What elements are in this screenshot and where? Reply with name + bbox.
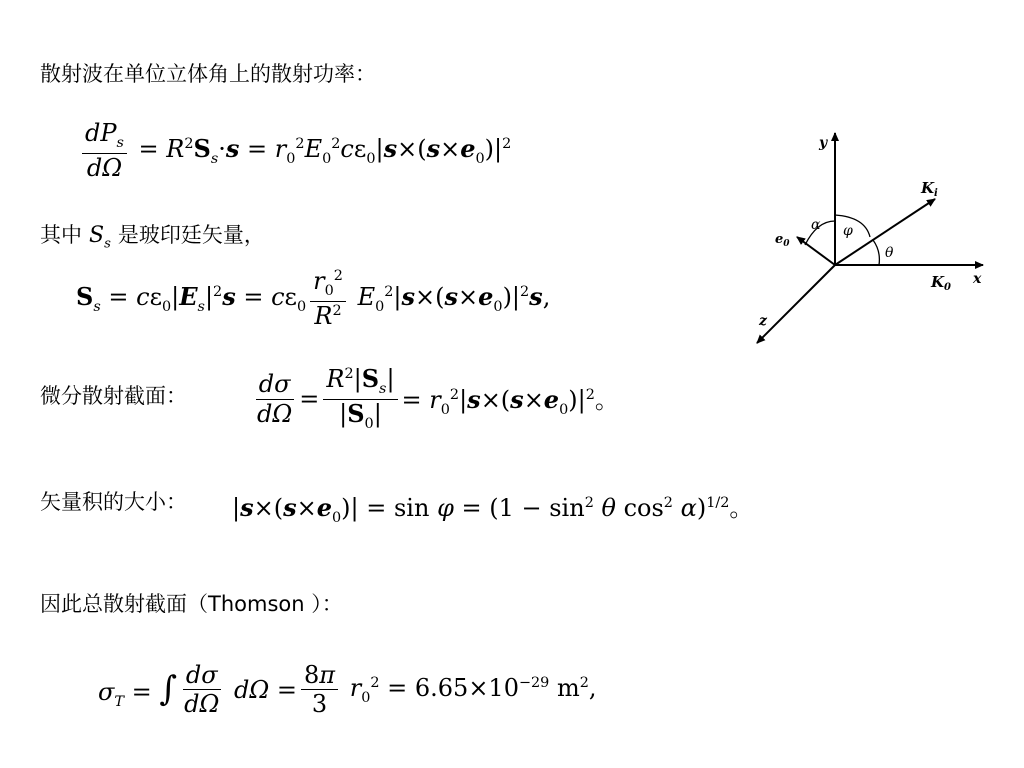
diff-cross-label: 微分散射截面： bbox=[40, 384, 187, 408]
svg-text:e0 bbox=[775, 232, 790, 249]
poynting-sub: s bbox=[104, 236, 111, 252]
intro-text: 散射波在单位立体角上的散射功率： bbox=[40, 62, 376, 86]
axis-y-label: y bbox=[819, 135, 828, 151]
vector-mag-label: 矢量积的大小： bbox=[40, 490, 187, 514]
ki-sub: i bbox=[934, 188, 938, 199]
diff-cross-equation: $\frac{d\sigma}{d\Omega}$ = $\frac{R^2|S_s|}{|S_0|}$ = $r_0^2|s\times(s\times e_0)|^2$。 bbox=[257, 364, 619, 432]
ki-label: K bbox=[921, 179, 935, 197]
poynting-symbol: S bbox=[89, 223, 105, 248]
e0-sub: 0 bbox=[783, 239, 790, 249]
k0-label: K bbox=[931, 273, 945, 291]
poynting-text bbox=[40, 225, 265, 251]
k0-sub: 0 bbox=[944, 282, 952, 293]
svg-text:Ki bbox=[920, 179, 938, 199]
poynting-suffix: 是玻印廷矢量， bbox=[117, 223, 265, 247]
power-equation: $\frac{dP_s}{d\Omega}$ = $R^2S_s\cdot s = r_0^2E_0^2c\varepsilon_0|s\times(s\times e_0)|^2$ bbox=[78, 120, 511, 181]
theta-label: θ bbox=[885, 245, 894, 261]
e0-label: e bbox=[775, 232, 784, 247]
axis-x-label: x bbox=[973, 271, 982, 287]
total-cross-equation: $\sigma_T$ = ∫ $\frac{d\sigma}{d\Omega}$ dΩ = $\frac{8\pi}{3}$ $r_0^2 = 6.65\times 10^{-29}$ $m^2$, bbox=[98, 661, 597, 719]
vector-mag-equation: $|s\times(s\times e_0)| = \sin \varphi = (1 - \sin^2 \theta$ $\cos^2 \alpha)^{1/2}$。 bbox=[232, 493, 754, 526]
poynting-equation: $S_s = c\varepsilon_0|E_s|^2s = c\varepsilon_0$ $\frac{r_0^2}{R^2}$ $E_0^2|s\times(s\times e_0)|^2s$, bbox=[76, 267, 551, 330]
poynting-prefix: 其中 bbox=[40, 223, 82, 247]
alpha-label: α bbox=[811, 217, 821, 233]
total-cross-label: 因此总散射截面（Thomson ）： bbox=[40, 592, 343, 616]
svg-text:K0 bbox=[930, 273, 951, 293]
scattering-diagram bbox=[745, 125, 995, 355]
phi-label: φ bbox=[843, 223, 853, 239]
axis-z-label: z bbox=[759, 313, 767, 329]
